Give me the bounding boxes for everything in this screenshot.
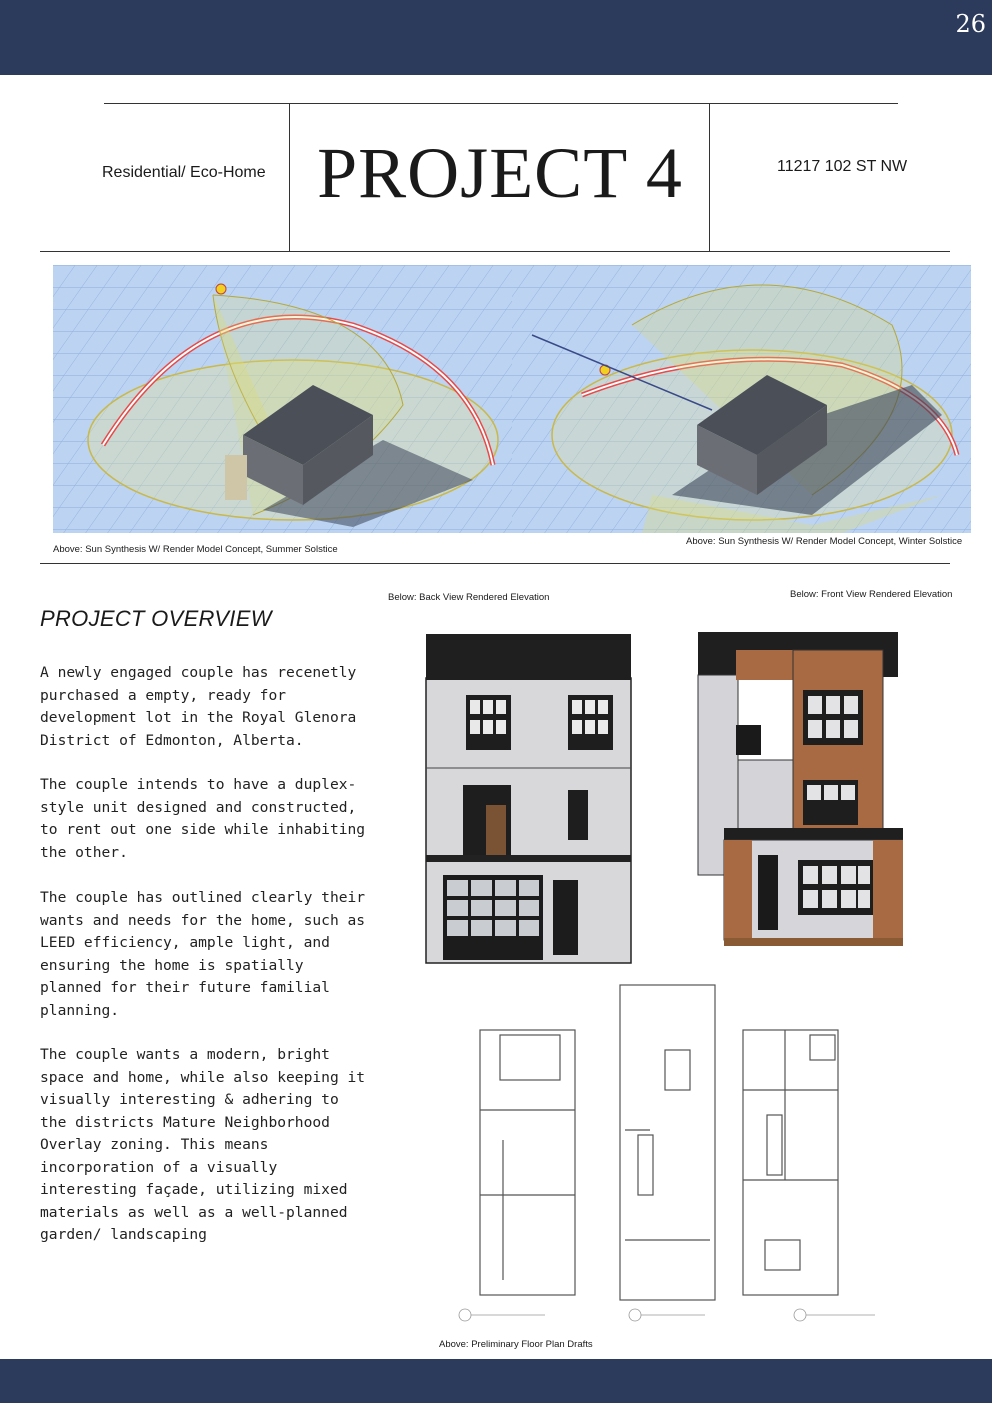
overview-paragraph-1: A newly engaged couple has recenetly purchased a empty, ready for development lot in the Royal Glenora District of Edmonton, Alberta. [40, 664, 357, 749]
bottom-banner [0, 1359, 992, 1403]
project-category: Residential/ Eco-Home [102, 164, 266, 181]
overview-paragraph-2: The couple intends to have a duplex-style unit designed and constructed, to rent out one side while inhabiting the other. [40, 776, 366, 861]
front-elevation-drawing [688, 630, 903, 950]
header-bottom-rule [40, 251, 950, 252]
section-divider [40, 563, 950, 564]
project-address: 11217 102 ST NW [777, 158, 908, 175]
winter-solstice-caption: Above: Sun Synthesis W/ Render Model Concept, Winter Solstice [686, 536, 963, 547]
front-elevation-caption: Below: Front View Rendered Elevation [790, 589, 953, 600]
overview-paragraph-4: The couple wants a modern, bright space and home, while also keeping it visually interesting & adhering to the districts Mature Neighborhood Overlay zoning. This means incorporation of a visually interesting façade, utilizing mixed materials as well as a well-planned garden/ landscaping [40, 1046, 366, 1243]
header-top-rule [104, 103, 898, 104]
floor-plan-drafts [455, 980, 905, 1335]
back-elevation-caption: Below: Back View Rendered Elevation [388, 592, 550, 603]
summer-solstice-caption: Above: Sun Synthesis W/ Render Model Concept, Summer Solstice [53, 544, 338, 555]
sun-synthesis-winter-image [512, 265, 971, 533]
sun-synthesis-summer-image [53, 265, 512, 533]
overview-heading: PROJECT OVERVIEW [40, 606, 272, 631]
overview-paragraph-3: The couple has outlined clearly their wants and needs for the home, such as LEED efficiency, ample light, and ensuring the home is spatially planned for their future familial planning. [40, 889, 366, 1019]
page-number: 26 [955, 10, 986, 38]
back-elevation-drawing [418, 630, 643, 965]
page-title: PROJECT 4 [317, 133, 683, 213]
floor-plan-caption: Above: Preliminary Floor Plan Drafts [439, 1339, 593, 1350]
top-banner [0, 0, 992, 75]
